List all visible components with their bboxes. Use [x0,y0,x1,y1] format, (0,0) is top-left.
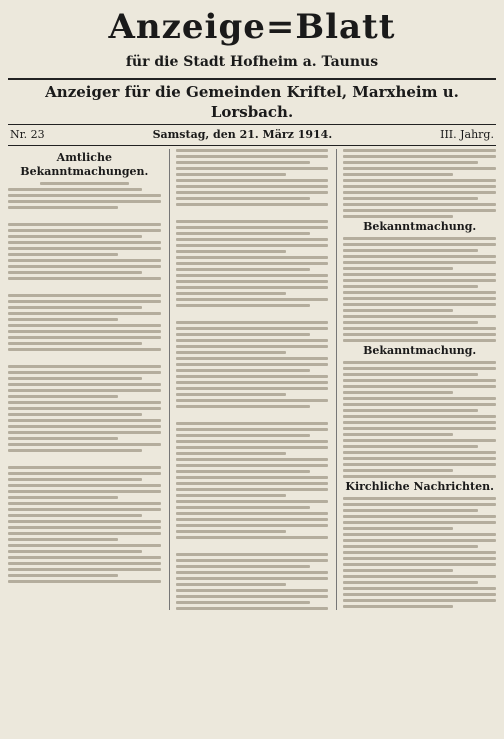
column-2 [169,149,329,610]
body-text-placeholder [8,182,161,583]
issue-year: III. Jahrg. [440,128,494,141]
issue-number: Nr. 23 [10,128,45,141]
masthead-rule [8,78,496,80]
issue-rule-bottom [8,145,496,146]
masthead-subrow [8,50,496,74]
issue-line [8,127,496,143]
column-1 [8,149,161,610]
body-text-placeholder [343,149,496,218]
column-3 [336,149,496,610]
body-text-placeholder [343,237,496,342]
body-text-placeholder [176,149,329,610]
issue-rule-top [8,124,496,125]
section-heading: Bekanntmachung. [363,344,477,357]
masthead-city: für die Stadt Hofheim a. Taunus [125,54,379,70]
masthead-title: Anzeige=Blatt [108,7,396,47]
article-columns [8,149,496,610]
body-text-placeholder [343,497,496,608]
annex-title: Anzeiger für die Gemeinden Kriftel, Marxheim u. Lorsbach. [45,83,459,121]
section-heading: Amtliche Bekanntmachungen. [20,151,149,178]
section-heading: Kirchliche Nachrichten. [345,480,494,493]
body-text-placeholder [343,361,496,478]
issue-date: Samstag, den 21. März 1914. [152,128,333,141]
section-heading: Bekanntmachung. [363,220,477,233]
